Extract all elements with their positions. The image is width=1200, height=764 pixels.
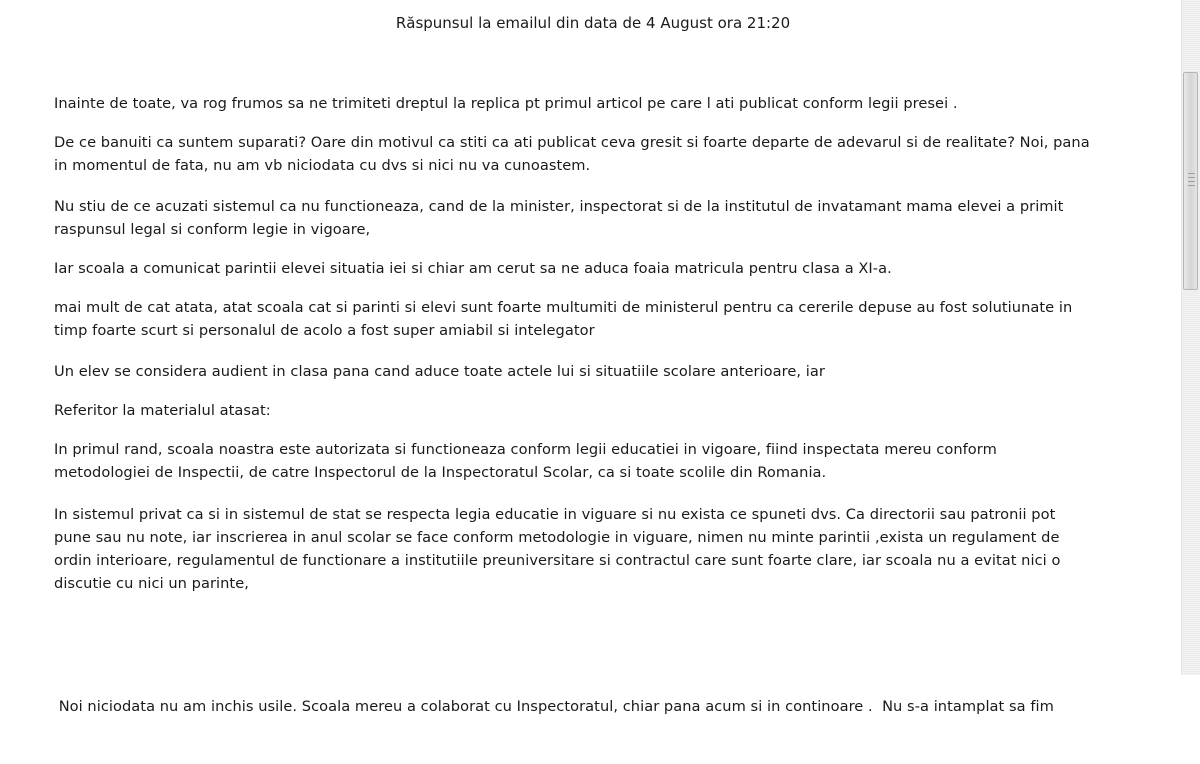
- text-line: Iar scoala a comunicat parintii elevei situatia iei si chiar am cerut sa ne aduca foaia matricula pentru clasa a XI-a.: [54, 260, 892, 277]
- paragraph: [54, 257, 1134, 280]
- text-line: pune sau nu note, iar inscrierea in anul scolar se face conform metodologie in viguare, nimen nu minte parintii ,exista un regulament de: [54, 529, 1060, 546]
- paragraph: [54, 438, 1134, 484]
- paragraph: [54, 503, 1134, 595]
- grip-line: [1188, 173, 1195, 174]
- text-line: mai mult de cat atata, atat scoala cat si parinti si elevi sunt foarte multumiti de ministerul pentru ca cererile depuse au fost solutiunate in: [54, 299, 1073, 316]
- grip-line: [1188, 181, 1195, 182]
- text-line: De ce banuiti ca suntem suparati? Oare din motivul ca stiti ca ati publicat ceva gresit si foarte departe de adevarul si de realitate? Noi, pana: [54, 134, 1090, 151]
- paragraph: [54, 195, 1134, 241]
- scrollbar-thumb[interactable]: [1183, 72, 1198, 290]
- text-line: discutie cu nici un parinte,: [54, 575, 249, 592]
- text-line: Referitor la materialul atasat:: [54, 402, 271, 419]
- vertical-scrollbar[interactable]: [1181, 0, 1200, 675]
- document-title: Răspunsul la emailul din data de 4 August ora 21:20: [395, 14, 791, 32]
- text-line: raspunsul legal si conform legie in vigoare,: [54, 221, 371, 238]
- grip-line: [1188, 185, 1195, 186]
- text-line: Nu stiu de ce acuzati sistemul ca nu functioneaza, cand de la minister, inspectorat si de la institutul de invatamant mama elevei a primit: [54, 198, 1064, 215]
- text-line: Un elev se considera audient in clasa pana cand aduce toate actele lui si situatiile scolare anterioare, iar: [54, 363, 825, 380]
- paragraph: [54, 296, 1134, 342]
- text-line: in momentul de fata, nu am vb niciodata cu dvs si nici nu va cunoastem.: [54, 157, 591, 174]
- text-line: metodologiei de Inspectii, de catre Inspectorul de la Inspectoratul Scolar, ca si toate scolile din Romania.: [54, 464, 827, 481]
- text-line: ordin interioare, regulamentul de functionare a institutiile preuniversitare si contractul care sunt foarte clare, iar scoala nu a evitat nici o: [54, 552, 1061, 569]
- text-line: In primul rand, scoala noastra este autorizata si functioneaza conform legii educatiei in vigoare, fiind inspectata mereu conform: [54, 441, 997, 458]
- grip-line: [1188, 177, 1195, 178]
- text-line: In sistemul privat ca si in sistemul de stat se respecta legia educatie in viguare si nu exista ce spuneti dvs. Ca directorii sau patronii pot: [54, 506, 1056, 523]
- text-line: Inainte de toate, va rog frumos sa ne trimiteti dreptul la replica pt primul articol pe care l ati publicat conform legii presei .: [54, 95, 958, 112]
- paragraph: [54, 649, 1134, 764]
- text-line: timp foarte scurt si personalul de acolo a fost super amiabil si intelegator: [54, 322, 595, 339]
- paragraph: [54, 131, 1134, 177]
- paragraph: [54, 92, 1134, 115]
- paragraph: [54, 399, 1134, 422]
- text-line: Noi niciodata nu am inchis usile. Scoala mereu a colaborat cu Inspectoratul, chiar pana acum si in continoare . Nu s-a intamplat sa fim: [54, 698, 1054, 715]
- paragraph: [54, 360, 1134, 383]
